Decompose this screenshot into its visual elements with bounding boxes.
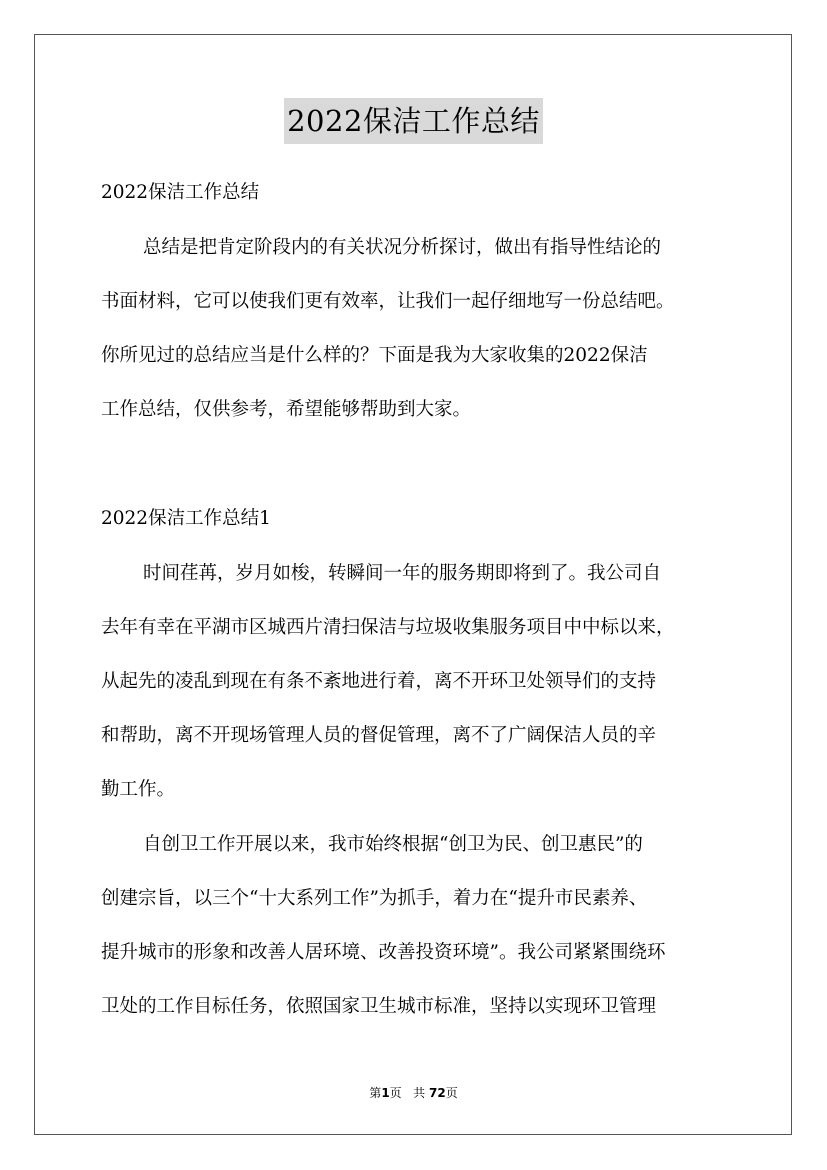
intro-line-2: 书面材料，它可以使我们更有效率，让我们一起仔细地写一份总结吧。: [101, 291, 675, 312]
intro-line-4: 工作总结，仅供参考，希望能够帮助到大家。: [101, 399, 472, 420]
section1-para1-line-2: 去年有幸在平湖市区城西片清扫保洁与垃圾收集服务项目中中标以来，: [101, 617, 675, 638]
intro-line-1: 总结是把肯定阶段内的有关状况分析探讨，做出有指导性结论的: [143, 237, 662, 258]
subtitle: 2022保洁工作总结: [101, 182, 260, 203]
footer-page-suffix: 页: [389, 1086, 402, 1100]
footer-total-suffix: 页: [445, 1086, 458, 1100]
document-title: [0, 98, 827, 144]
section1-para1-line-5: 勤工作。: [101, 779, 176, 800]
page-footer: [0, 1085, 827, 1101]
footer-page-prefix: 第: [369, 1086, 382, 1100]
intro-line-3: 你所见过的总结应当是什么样的？下面是我为大家收集的2022保洁: [101, 345, 648, 366]
footer-page-number: 1: [381, 1086, 390, 1100]
footer-total-prefix: 共: [413, 1086, 426, 1100]
section1-para1-line-4: 和帮助，离不开现场管理人员的督促管理，离不了广阔保洁人员的辛: [101, 725, 657, 746]
section1-para2-line-1: 自创卫工作开展以来，我市始终根据“创卫为民、创卫惠民”的: [143, 834, 643, 855]
section1-para1-line-3: 从起先的凌乱到现在有条不紊地进行着，离不开环卫处领导们的支持: [101, 671, 657, 692]
section1-para2-line-2: 创建宗旨，以三个“十大系列工作”为抓手，着力在“提升市民素养、: [101, 888, 648, 909]
section1-para1-line-1: 时间荏苒，岁月如梭，转瞬间一年的服务期即将到了。我公司自: [143, 563, 662, 584]
document-title-text: 2022保洁工作总结: [284, 98, 543, 144]
section1-para2-line-4: 卫处的工作目标任务，依照国家卫生城市标准，坚持以实现环卫管理: [101, 996, 657, 1017]
footer-total-pages: 72: [428, 1086, 446, 1100]
section1-heading: 2022保洁工作总结1: [101, 508, 271, 529]
section1-para2-line-3: 提升城市的形象和改善人居环境、改善投资环境”。我公司紧紧围绕环: [101, 942, 666, 963]
